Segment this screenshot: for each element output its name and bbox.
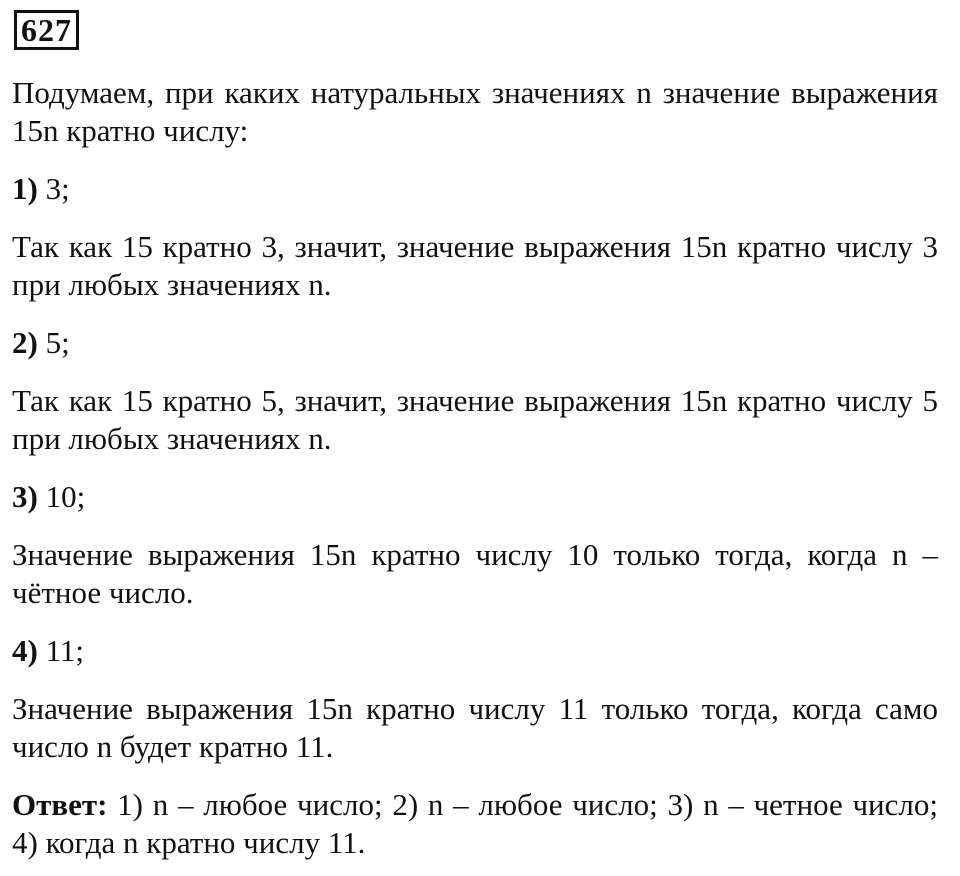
item-3-heading (12, 478, 938, 516)
answer-text: 1) n – любое число; 2) n – любое число; 3) n – четное число; 4) когда n кратно числу 11. (12, 787, 938, 860)
item-4-heading (12, 632, 938, 670)
item-3-number: 3) (12, 479, 38, 514)
answer-paragraph (12, 786, 938, 862)
item-1-number: 1) (12, 171, 38, 206)
item-4-number: 4) (12, 633, 38, 668)
item-3-value: 10; (37, 479, 86, 514)
answer-label: Ответ: (12, 787, 108, 822)
item-3-explanation: Значение выражения 15n кратно числу 10 только тогда, когда n – чётное число. (12, 537, 938, 610)
item-1-explanation: Так как 15 кратно 3, значит, значение выражения 15n кратно числу 3 при любых значениях n. (12, 229, 938, 302)
item-2-explanation: Так как 15 кратно 5, значит, значение выражения 15n кратно числу 5 при любых значениях n. (12, 383, 938, 456)
task-number-box: 627 (14, 10, 79, 50)
item-2-number: 2) (12, 325, 38, 360)
item-1-value: 3; (37, 171, 70, 206)
intro-paragraph: Подумаем, при каких натуральных значениях n значение выражения 15n кратно числу: (12, 75, 938, 148)
item-4-value: 11; (37, 633, 85, 668)
item-2-heading (12, 324, 938, 362)
item-4-explanation: Значение выражения 15n кратно числу 11 только тогда, когда само число n будет кратно 11. (12, 691, 938, 764)
item-1-heading (12, 170, 938, 208)
item-2-value: 5; (37, 325, 70, 360)
